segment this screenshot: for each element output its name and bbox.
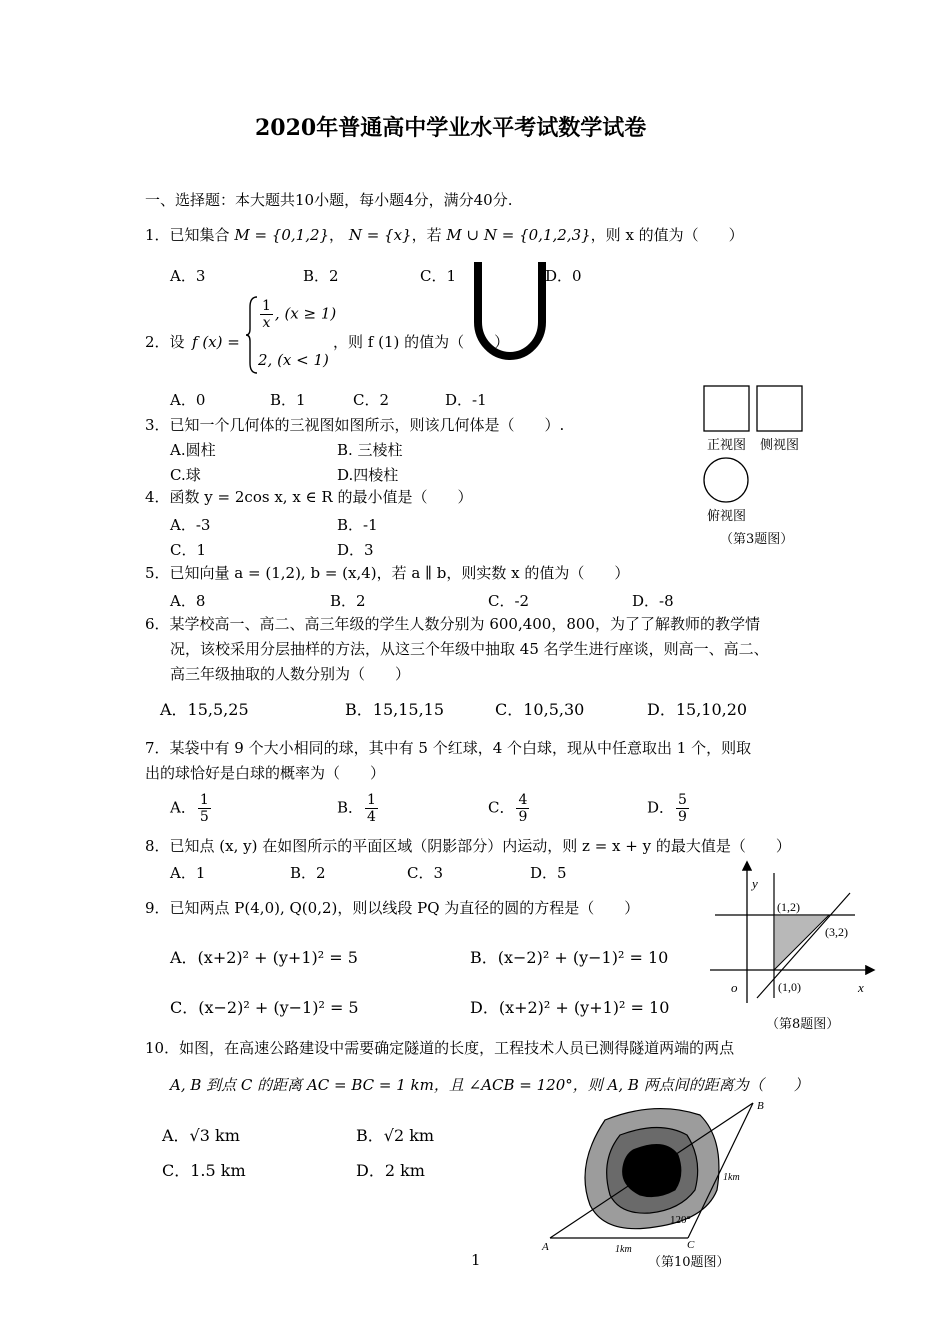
- page-number: 1: [471, 1251, 481, 1269]
- q7-option-c-letter: C．: [488, 798, 515, 817]
- q3-option-c: C.球: [170, 466, 201, 484]
- q9-stem: 9．已知两点 P(4,0), Q(0,2)，则以线段 PQ 为直径的圆的方程是（ ）: [145, 899, 640, 917]
- q7-option-a-num: 1: [199, 792, 209, 808]
- section-heading: 一、选择题：本大题共10小题，每小题4分，满分40分.: [145, 191, 513, 209]
- q1-stem-a: 1．已知集合: [145, 226, 230, 244]
- q6-option-c: C．10,5,30: [495, 700, 585, 719]
- line-diagonal: [757, 893, 850, 998]
- q7-option-c-den: 9: [518, 809, 528, 825]
- q6-line-2: 况，该校采用分层抽样的方法，从这三个年级中抽取 45 名学生进行座谈，则高一、高二、: [170, 640, 769, 658]
- q10-tunnel-figure: [535, 1095, 775, 1255]
- q2-option-a: A．0: [170, 391, 206, 409]
- ac-length-label: 1km: [615, 1244, 632, 1255]
- brace-icon: [245, 295, 259, 375]
- q6-line-1: 6．某学校高一、高二、高三年级的学生人数分别为 600,400，800，为了了解教师的教学情: [145, 615, 760, 633]
- q3-side-view-label: 侧视图: [760, 438, 800, 453]
- q5-option-d: D．-8: [632, 592, 674, 610]
- x-axis-label: x: [858, 980, 864, 995]
- origin-label: o: [731, 980, 738, 995]
- q7-option-a-den: 5: [199, 809, 209, 825]
- q2-case1: [258, 298, 336, 331]
- q7-line-2: 出的球恰好是白球的概率为（ ）: [145, 764, 386, 782]
- q4-option-b: B．-1: [337, 516, 378, 534]
- point-3-2-label: (3,2): [825, 925, 848, 939]
- q7-option-d-num: 5: [678, 792, 687, 808]
- q3-option-d: D.四棱柱: [337, 466, 399, 484]
- q10-caption: （第10题图）: [648, 1255, 730, 1270]
- q1-option-d: D．0: [545, 267, 582, 285]
- q7-option-c-num: 4: [518, 792, 528, 808]
- q3-top-view-label: 俯视图: [707, 509, 747, 524]
- q9-option-c: C．(x−2)² + (y−1)² = 5: [170, 998, 359, 1017]
- q10-option-d: D．2 km: [356, 1161, 425, 1180]
- q1-option-c: C．1: [420, 267, 457, 285]
- q1-set-m: M = {0,1,2}: [234, 226, 330, 244]
- q7-option-b-den: 4: [367, 809, 376, 825]
- q2-case1-num: 1: [262, 298, 271, 314]
- q10-option-c: C．1.5 km: [162, 1161, 246, 1180]
- q4-option-c: C．1: [170, 541, 207, 559]
- q5-option-a: A．8: [170, 592, 206, 610]
- q6-option-b: B．15,15,15: [345, 700, 445, 719]
- q10-option-b: B．√2 km: [356, 1126, 435, 1145]
- point-1-0-label: (1,0): [778, 980, 801, 994]
- q6-line-3: 高三年级抽取的人数分别为（ ）: [170, 665, 411, 683]
- q7-option-a: [170, 792, 213, 825]
- q3-front-view-label: 正视图: [707, 438, 747, 453]
- q5-stem: 5．已知向量 a = (1,2), b = (x,4)，若 a ∥ b，则实数 x 的值为（ ）: [145, 564, 630, 582]
- q2-option-d: D．-1: [445, 391, 487, 409]
- q3-option-a: A.圆柱: [170, 441, 216, 459]
- question-1: 1．已知集合 M = {0,1,2}， N = {x}，若 M ∪ N = {0,1,2,3}，则 x 的值为（ ）: [145, 226, 744, 244]
- point-b-label: B: [757, 1100, 764, 1112]
- q2-case2: 2, (x < 1): [258, 351, 329, 369]
- point-1-2-label: (1,2): [777, 900, 800, 914]
- q5-option-b: B．2: [330, 592, 366, 610]
- q10-line-1: 10．如图，在高速公路建设中需要确定隧道的长度，工程技术人员已测得隧道两端的两点: [145, 1039, 735, 1057]
- q7-option-d: [647, 792, 691, 825]
- q1-stem-b: ，若: [411, 226, 442, 244]
- q9-option-b: B．(x−2)² + (y−1)² = 10: [470, 948, 669, 967]
- angle-label: 120°: [670, 1214, 691, 1226]
- q4-option-a: A．-3: [170, 516, 211, 534]
- q8-option-b: B．2: [290, 864, 326, 882]
- q3-stem: 3．已知一个几何体的三视图如图所示，则该几何体是（ ）.: [145, 416, 565, 434]
- q2-case1-den: x: [262, 315, 271, 331]
- q7-option-d-den: 9: [678, 809, 687, 825]
- top-view-circle: [704, 458, 748, 502]
- page-title: 2020年普通高中学业水平考试数学试卷: [255, 115, 647, 141]
- q2-option-c: C．2: [353, 391, 390, 409]
- q2-stem-b: ，则 f (1) 的值为（ ）: [333, 333, 510, 351]
- q6-option-a: A．15,5,25: [160, 700, 249, 719]
- q7-option-b: [337, 792, 380, 825]
- q1-option-b: B．2: [303, 267, 339, 285]
- q2-option-b: B．1: [270, 391, 306, 409]
- q2-fx: f (x) =: [192, 333, 240, 351]
- q7-option-d-letter: D．: [647, 798, 675, 817]
- q6-option-d: D．15,10,20: [647, 700, 748, 719]
- q5-option-c: C．-2: [488, 592, 530, 610]
- q4-stem: 4．函数 y = 2cos x, x ∈ R 的最小值是（ ）: [145, 488, 473, 506]
- q7-line-1: 7．某袋中有 9 个大小相同的球，其中有 5 个红球，4 个白球，现从中任意取出 1 个，则取: [145, 739, 752, 757]
- shaded-region: [774, 915, 829, 970]
- q7-option-a-letter: A．: [170, 798, 196, 817]
- q8-option-c: C．3: [407, 864, 444, 882]
- q7-option-b-num: 1: [367, 792, 376, 808]
- front-view-square: [704, 386, 749, 431]
- side-view-square: [757, 386, 802, 431]
- q4-option-d: D．3: [337, 541, 374, 559]
- q1-option-a: A．3: [170, 267, 206, 285]
- q2-case1-cond: , (x ≥ 1): [274, 304, 337, 323]
- q1-set-n: N = {x}: [348, 226, 412, 244]
- q8-region-figure: [705, 858, 880, 1008]
- q10-line-2: A, B 到点 C 的距离 AC = BC = 1 km，且 ∠ACB = 120°，则 A, B 两点间的距离为（ ）: [170, 1076, 809, 1094]
- q9-option-a: A．(x+2)² + (y+1)² = 5: [170, 948, 358, 967]
- q8-option-a: A．1: [170, 864, 206, 882]
- point-c-label: C: [687, 1239, 695, 1251]
- q1-union: M ∪ N = {0,1,2,3}: [446, 226, 591, 244]
- q9-option-d: D．(x+2)² + (y+1)² = 10: [470, 998, 670, 1017]
- q8-caption: （第8题图）: [766, 1017, 840, 1032]
- q7-option-b-letter: B．: [337, 798, 364, 817]
- q8-stem: 8．已知点 (x, y) 在如图所示的平面区域（阴影部分）内运动，则 z = x + y 的最大值是（ ）: [145, 837, 791, 855]
- q3-caption: （第3题图）: [720, 532, 794, 547]
- bc-length-label: 1km: [723, 1172, 740, 1183]
- q7-option-c: [488, 792, 531, 825]
- point-a-label: A: [542, 1241, 549, 1253]
- q10-option-a: A．√3 km: [162, 1126, 240, 1145]
- y-axis-label: y: [752, 876, 758, 891]
- q8-option-d: D．5: [530, 864, 567, 882]
- q2-stem-a: 2．设: [145, 333, 185, 351]
- q1-stem-c: ，则 x 的值为（ ）: [590, 226, 744, 244]
- q3-option-b: B. 三棱柱: [337, 441, 403, 459]
